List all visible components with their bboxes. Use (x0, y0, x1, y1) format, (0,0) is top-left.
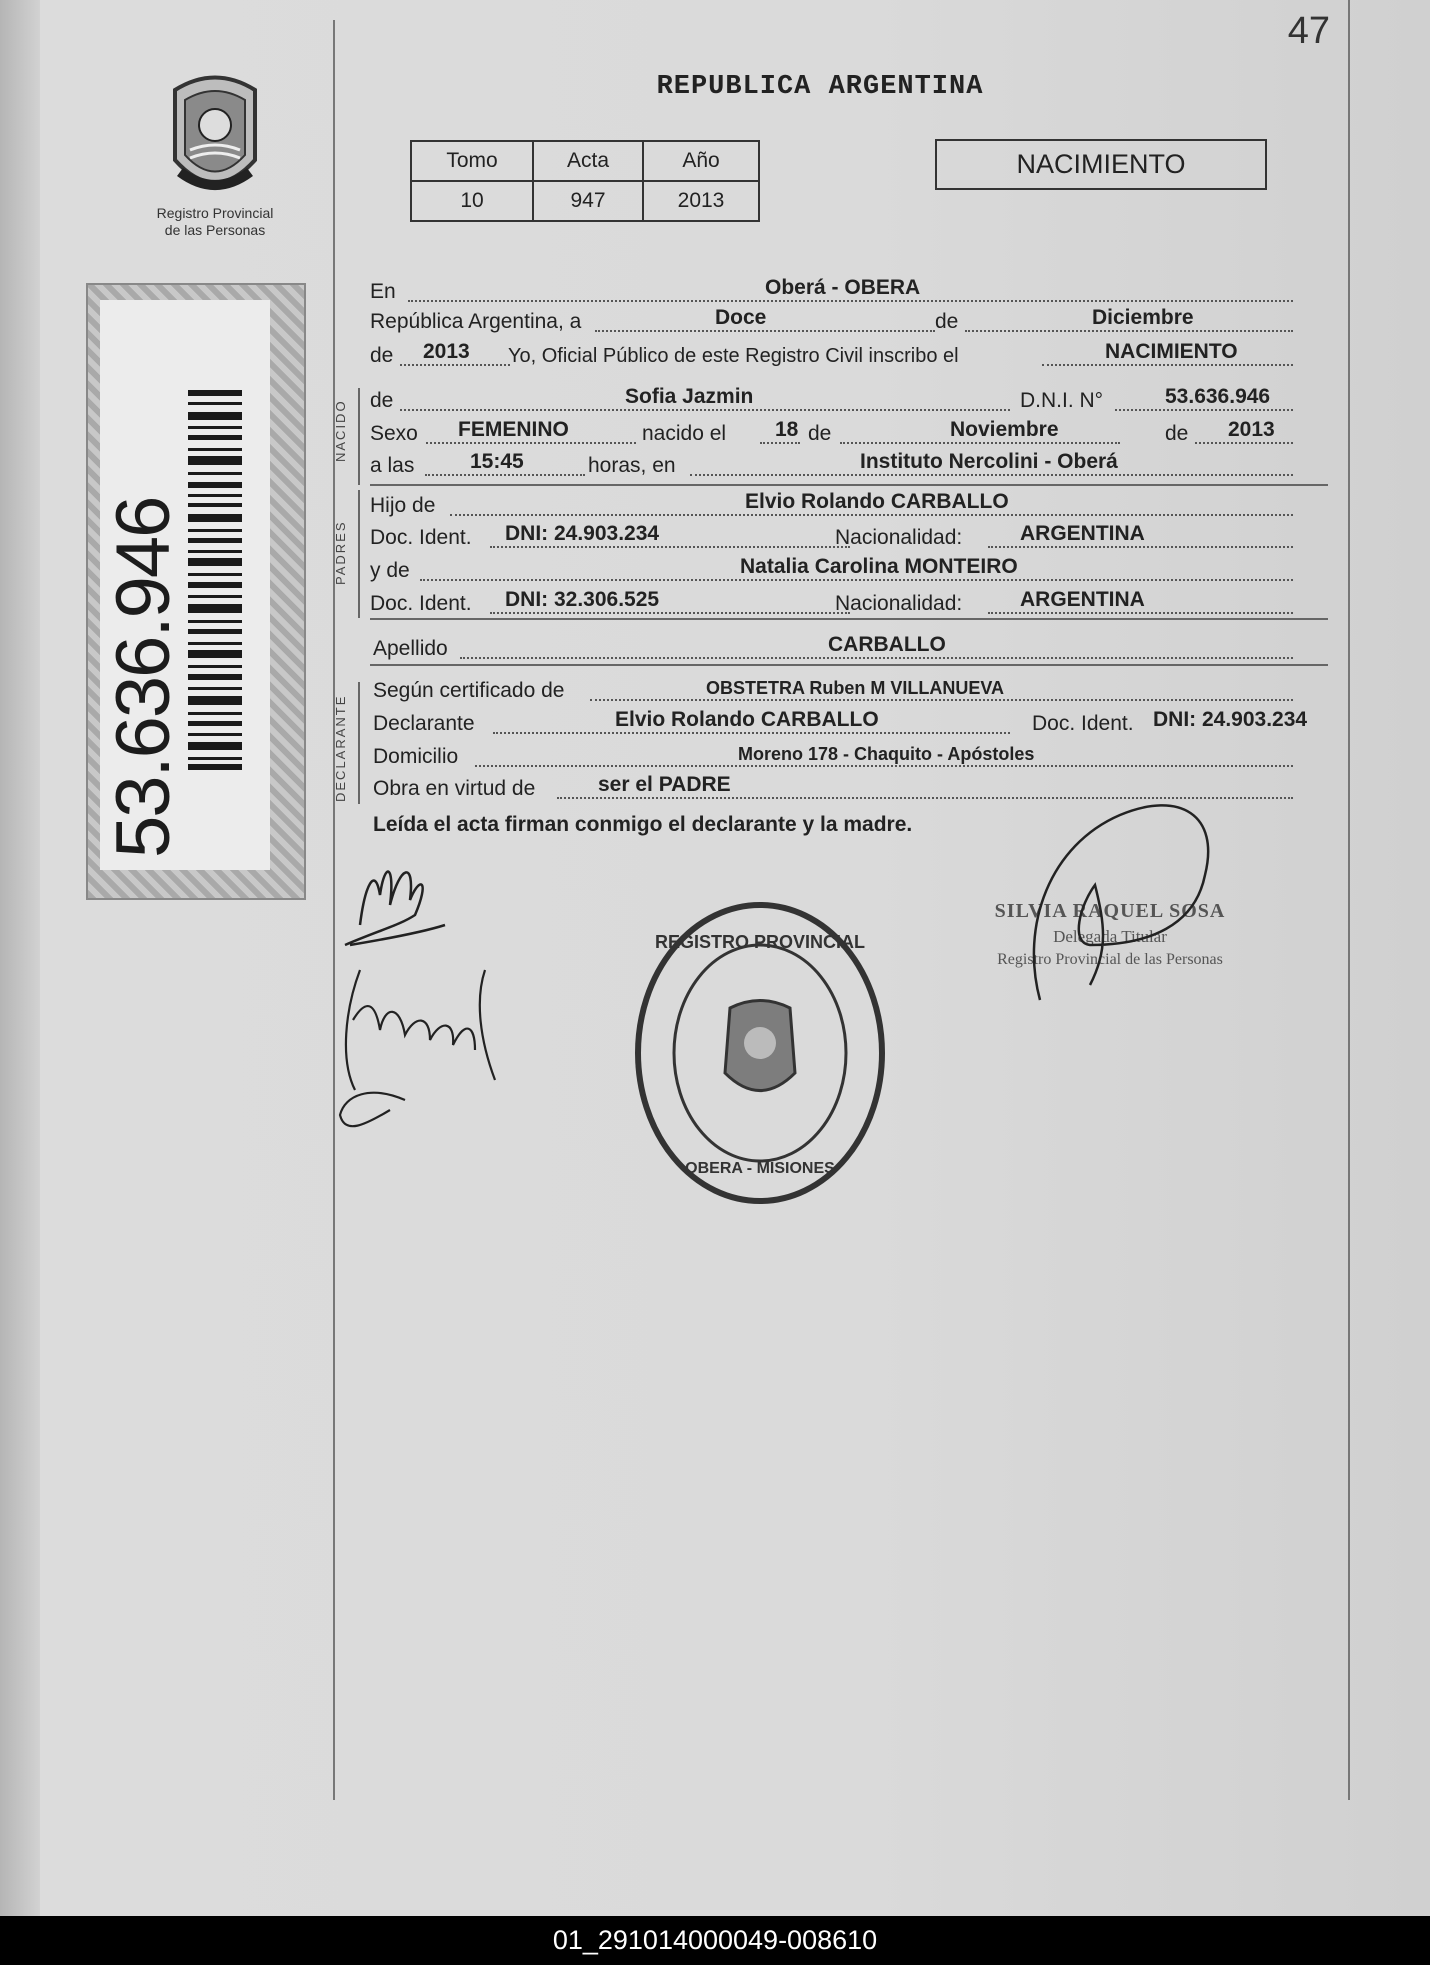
label-de-5: de (1165, 422, 1189, 445)
table-header-tomo: Tomo (411, 141, 533, 181)
official-stamp (630, 898, 890, 1208)
row-padre-doc (370, 522, 1325, 552)
value-lugar-nacimiento: Instituto Nercolini - Oberá (860, 450, 1118, 473)
svg-text:OBERA - MISIONES: OBERA - MISIONES (685, 1160, 835, 1177)
value-apellido: CARBALLO (828, 633, 946, 656)
barcode-bars (188, 390, 242, 770)
row-nombre (370, 385, 1325, 415)
officer-handwritten-signature (990, 785, 1220, 1015)
declarant-signature-2 (335, 960, 505, 1135)
label-hijo-de: Hijo de (370, 494, 436, 517)
value-madre-dni: DNI: 32.306.525 (505, 588, 660, 611)
value-acto: NACIMIENTO (1105, 340, 1238, 363)
registry-caption-line2: de las Personas (164, 222, 266, 238)
value-nac-dia: 18 (775, 418, 799, 441)
svg-text:REGISTRO PROVINCIAL: REGISTRO PROVINCIAL (654, 932, 866, 952)
label-doc-ident-3: Doc. Ident. (1032, 712, 1134, 735)
value-anio: 2013 (423, 340, 470, 363)
value-padre-nacionalidad: ARGENTINA (1020, 522, 1145, 545)
value-madre-nacionalidad: ARGENTINA (1020, 588, 1145, 611)
value-hora: 15:45 (470, 450, 524, 473)
value-padre: Elvio Rolando CARBALLO (745, 490, 1009, 513)
value-padre-dni: DNI: 24.903.234 (505, 522, 660, 545)
label-a-las: a las (370, 454, 415, 477)
label-dni: D.N.I. N° (1020, 389, 1104, 412)
label-de-1: de (935, 310, 959, 333)
section-bar-nacido (358, 388, 360, 485)
table-header-acta: Acta (533, 141, 643, 181)
label-de-2: de (370, 344, 394, 367)
divider-apellido (370, 664, 1328, 666)
scan-footer-code: 01_291014000049-008610 (0, 1916, 1430, 1965)
record-type-box: NACIMIENTO (935, 139, 1267, 190)
label-certificado: Según certificado de (373, 679, 565, 702)
label-doc-ident-1: Doc. Ident. (370, 526, 472, 549)
row-padre (370, 490, 1325, 520)
page-number: 47 (1287, 10, 1330, 52)
row-certificado (370, 675, 1325, 705)
value-certificado: OBSTETRA Ruben M VILLANUEVA (706, 678, 1004, 698)
value-nac-mes: Noviembre (950, 418, 1059, 441)
row-domicilio (370, 741, 1325, 771)
label-nacionalidad-2: Nacionalidad: (835, 592, 963, 615)
row-fecha-inscripcion (370, 306, 1325, 336)
value-obra: ser el PADRE (598, 773, 731, 796)
label-obra: Obra en virtud de (373, 777, 536, 800)
row-hora-lugar (370, 450, 1325, 480)
table-value-tomo: 10 (411, 181, 533, 221)
officer-office: Registro Provincial de las Personas (997, 951, 1223, 968)
label-nacionalidad-1: Nacionalidad: (835, 526, 963, 549)
row-lugar-inscripcion (370, 276, 1325, 306)
table-header-anio: Año (643, 141, 759, 181)
value-lugar: Oberá - OBERA (765, 276, 921, 299)
value-dia: Doce (715, 306, 767, 329)
barcode-number: 53.636.946 (101, 497, 186, 858)
value-declarante: Elvio Rolando CARBALLO (615, 708, 879, 731)
declarant-signature-1 (340, 855, 450, 950)
label-republica: República Argentina, a (370, 310, 582, 333)
section-bar-declarante (358, 682, 360, 804)
section-bar-padres (358, 490, 360, 618)
row-madre (370, 555, 1325, 585)
label-declarante: Declarante (373, 712, 475, 735)
row-apellido (370, 633, 1325, 663)
text-inscribo: Yo, Oficial Público de este Registro Civil inscribo el (508, 345, 959, 367)
table-value-acta: 947 (533, 181, 643, 221)
value-domicilio: Moreno 178 - Chaquito - Apóstoles (738, 744, 1035, 764)
label-doc-ident-2: Doc. Ident. (370, 592, 472, 615)
value-sexo: FEMENINO (458, 418, 569, 441)
table-value-anio: 2013 (643, 181, 759, 221)
side-label-declarante: DECLARANTE (333, 694, 348, 802)
province-seal-logo (160, 70, 270, 200)
row-inscripcion (370, 340, 1325, 370)
officer-role: Delegada Titular (1053, 927, 1167, 946)
value-madre: Natalia Carolina MONTEIRO (740, 555, 1018, 578)
closing-statement: Leída el acta firman conmigo el declarante y la madre. (373, 813, 913, 836)
side-label-padres: PADRES (333, 520, 348, 585)
label-en: En (370, 280, 396, 303)
officer-name: SILVIA RAQUEL SOSA (994, 900, 1226, 922)
left-margin-line (333, 20, 335, 1800)
document-title: REPUBLICA ARGENTINA (656, 72, 984, 102)
value-nombre: Sofia Jazmin (625, 385, 754, 408)
row-madre-doc (370, 588, 1325, 618)
divider-padres (370, 618, 1328, 620)
right-margin-line (1348, 0, 1350, 1800)
value-declarante-dni: DNI: 24.903.234 (1153, 708, 1308, 731)
side-label-nacido: NACIDO (333, 399, 348, 462)
row-sexo-nacimiento (370, 418, 1325, 448)
label-y-de: y de (370, 559, 410, 582)
label-apellido: Apellido (373, 637, 448, 660)
label-de-4: de (808, 422, 832, 445)
label-horas-en: horas, en (588, 454, 676, 477)
registry-caption-line1: Registro Provincial (156, 205, 274, 221)
row-declarante (370, 708, 1325, 738)
label-domicilio: Domicilio (373, 745, 459, 768)
binding-edge (0, 0, 40, 1916)
divider-nacido (370, 484, 1328, 486)
record-reference-table (410, 140, 760, 222)
value-mes: Diciembre (1092, 306, 1194, 329)
label-de-3: de (370, 389, 394, 412)
value-dni: 53.636.946 (1165, 385, 1271, 408)
value-nac-anio: 2013 (1228, 418, 1275, 441)
registry-caption (120, 205, 310, 239)
label-nacido: nacido el (642, 422, 727, 445)
label-sexo: Sexo (370, 422, 418, 445)
